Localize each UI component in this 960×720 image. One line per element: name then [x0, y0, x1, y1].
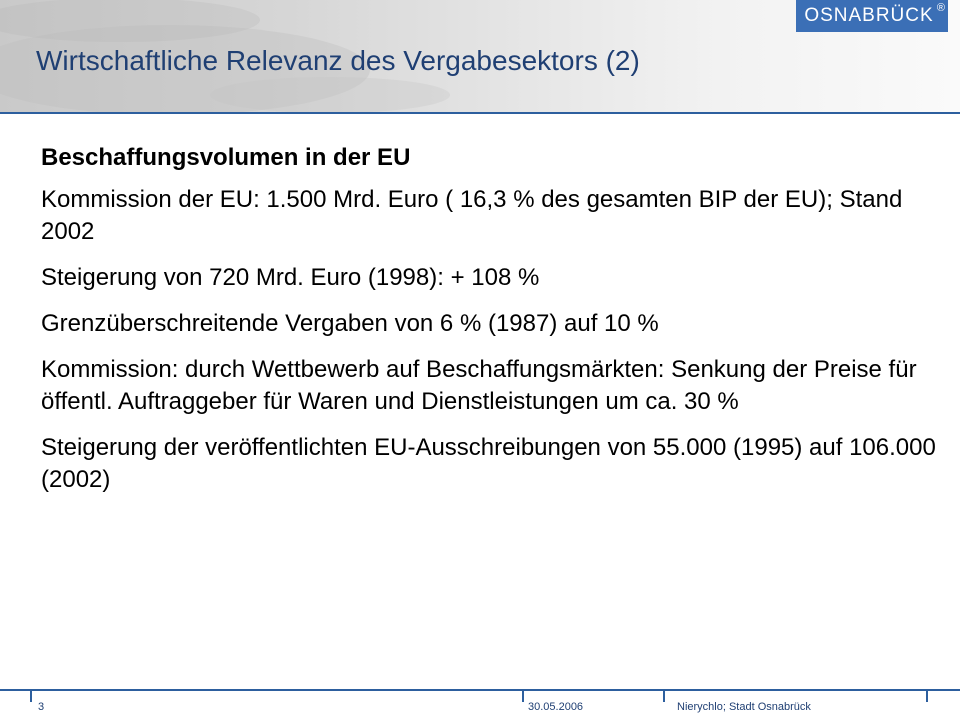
section-heading: Beschaffungsvolumen in der EU	[41, 144, 411, 171]
bullet-paragraph: Steigerung der veröffentlichten EU-Ausschreibungen von 55.000 (1995) auf 106.000 (2002)	[41, 434, 936, 493]
slide-title: Wirtschaftliche Relevanz des Vergabesektors (2)	[36, 45, 640, 76]
header-banner	[0, 0, 960, 112]
page-number: 3	[38, 701, 45, 713]
bullet-paragraph: Grenzüberschreitende Vergaben von 6 % (1987) auf 10 %	[41, 310, 659, 337]
bullet-paragraph: Steigerung von 720 Mrd. Euro (1998): + 108 %	[41, 264, 540, 291]
footer-tick	[30, 689, 32, 702]
registered-mark: ®	[936, 2, 946, 14]
footer-date: 30.05.2006	[528, 701, 584, 713]
logo-text: OSNABRÜCK	[804, 5, 934, 26]
footer-tick	[926, 689, 928, 702]
header-divider	[0, 112, 960, 114]
footer-tick	[663, 689, 665, 702]
footer-tick	[522, 689, 524, 702]
bullet-paragraph: Kommission der EU: 1.500 Mrd. Euro ( 16,3 % des gesamten BIP der EU); Stand 2002	[41, 186, 903, 245]
footer-divider	[0, 689, 960, 691]
slide-body	[41, 138, 956, 510]
osnabrueck-logo	[796, 0, 948, 32]
bullet-paragraph: Kommission: durch Wettbewerb auf Beschaffungsmärkten: Senkung der Preise für öffentl. Auftraggeber für Waren und Dienstleistungen um ca. 30 %	[41, 356, 917, 415]
footer-author: Nierychlo; Stadt Osnabrück	[677, 701, 811, 713]
